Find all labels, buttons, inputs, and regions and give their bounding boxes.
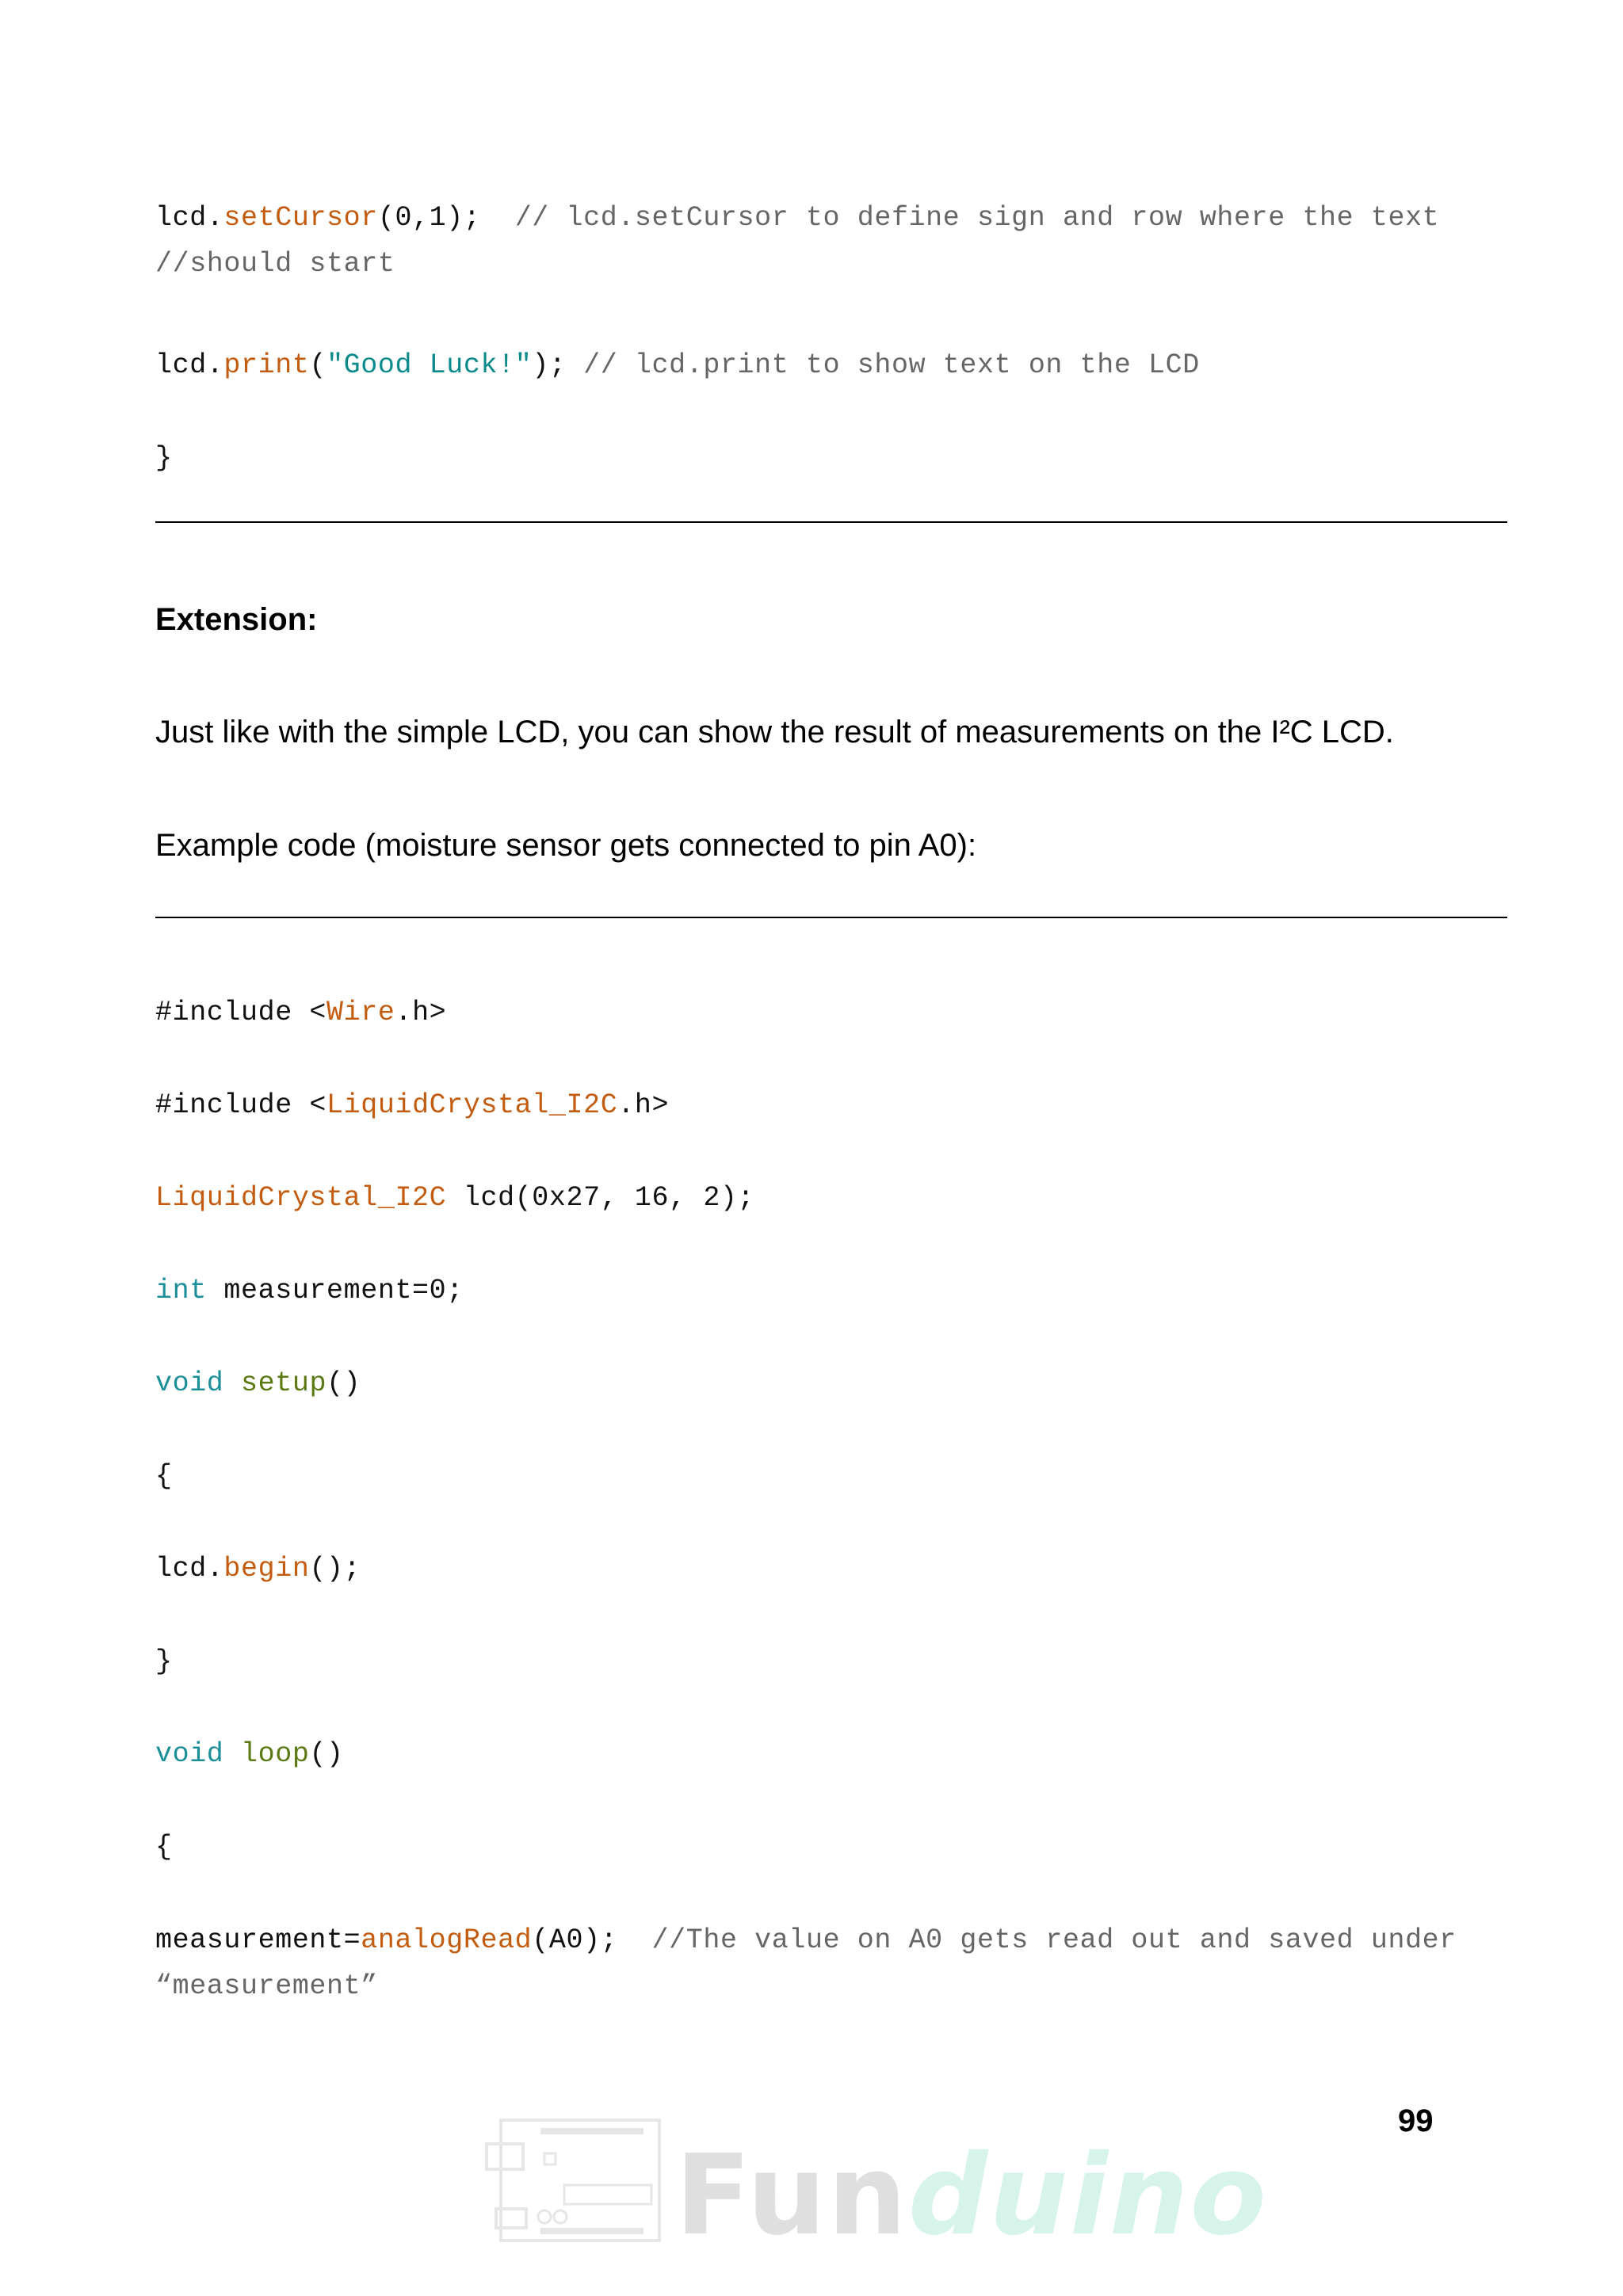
- logo-duino: duino: [908, 2131, 1268, 2260]
- code-string: "Good Luck!": [327, 349, 533, 381]
- horizontal-rule: [155, 917, 1507, 918]
- code-library: LiquidCrystal_I2C: [327, 1089, 618, 1121]
- code-line-begin: [155, 1546, 361, 1592]
- horizontal-rule: [155, 521, 1507, 523]
- code-function: analogRead: [361, 1924, 533, 1956]
- code-function: begin: [223, 1553, 310, 1585]
- code-keyword: void: [155, 1738, 224, 1770]
- code-line-print: [155, 342, 1200, 388]
- code-function: setCursor: [223, 202, 378, 234]
- code-comment: // lcd.print to show text on the LCD: [583, 349, 1200, 381]
- code-token: .h>: [617, 1089, 670, 1121]
- code-line-open-brace: {: [155, 1831, 173, 1863]
- code-token: (): [309, 1738, 344, 1770]
- code-comment: //The value on A0 gets read out and saved under: [651, 1924, 1457, 1956]
- paragraph: Example code (moisture sensor gets connected to pin A0):: [155, 828, 977, 863]
- code-token: .h>: [395, 997, 447, 1028]
- code-library: Wire: [327, 997, 395, 1028]
- code-line-setcursor: [155, 195, 1439, 241]
- code-token: [223, 1367, 241, 1399]
- code-keyword: int: [155, 1275, 207, 1306]
- code-function: loop: [241, 1738, 310, 1770]
- code-function: setup: [241, 1367, 327, 1399]
- funduino-logo-text: [675, 2131, 1268, 2260]
- code-type: LiquidCrystal_I2C: [155, 1182, 447, 1214]
- paragraph: Just like with the simple LCD, you can show the result of measurements on the I²C LCD.: [155, 715, 1394, 749]
- code-token: lcd(0x27, 16, 2);: [446, 1182, 755, 1214]
- code-line-close-brace: }: [155, 1646, 173, 1677]
- code-token: );: [532, 349, 584, 381]
- code-line-measurement: [155, 1917, 1457, 1963]
- code-token: ();: [309, 1553, 361, 1585]
- code-line-loop: [155, 1731, 344, 1777]
- code-token: lcd.: [155, 1553, 224, 1585]
- code-line-setup: [155, 1360, 361, 1406]
- arduino-board-icon: [485, 2114, 667, 2248]
- code-line-lcd-declaration: [155, 1175, 754, 1221]
- code-token: measurement=: [155, 1924, 361, 1956]
- code-token: #include <: [155, 997, 327, 1028]
- section-heading: Extension:: [155, 602, 318, 637]
- code-comment: // lcd.setCursor to define sign and row where the text: [514, 202, 1440, 234]
- code-token: #include <: [155, 1089, 327, 1121]
- code-line-include-lcd: [155, 1082, 669, 1128]
- code-token: (): [327, 1367, 361, 1399]
- code-comment-continuation: “measurement”: [155, 1970, 378, 2002]
- code-token: (0,1);: [377, 202, 515, 234]
- code-line-close-brace: }: [155, 442, 173, 474]
- code-token: lcd.: [155, 202, 224, 234]
- code-keyword: void: [155, 1367, 224, 1399]
- page-number: 99: [1398, 2103, 1434, 2138]
- code-line-include-wire: [155, 990, 446, 1035]
- code-line-int-declaration: [155, 1268, 464, 1314]
- code-token: lcd.: [155, 349, 224, 381]
- code-function: print: [223, 349, 310, 381]
- code-token: measurement=0;: [206, 1275, 464, 1306]
- code-token: [223, 1738, 241, 1770]
- code-comment-continuation: //should start: [155, 248, 395, 280]
- code-token: (A0);: [532, 1924, 652, 1956]
- code-line-open-brace: {: [155, 1460, 173, 1492]
- logo-fun: Fun: [675, 2131, 908, 2260]
- funduino-watermark: [485, 2114, 1268, 2260]
- code-token: (: [309, 349, 327, 381]
